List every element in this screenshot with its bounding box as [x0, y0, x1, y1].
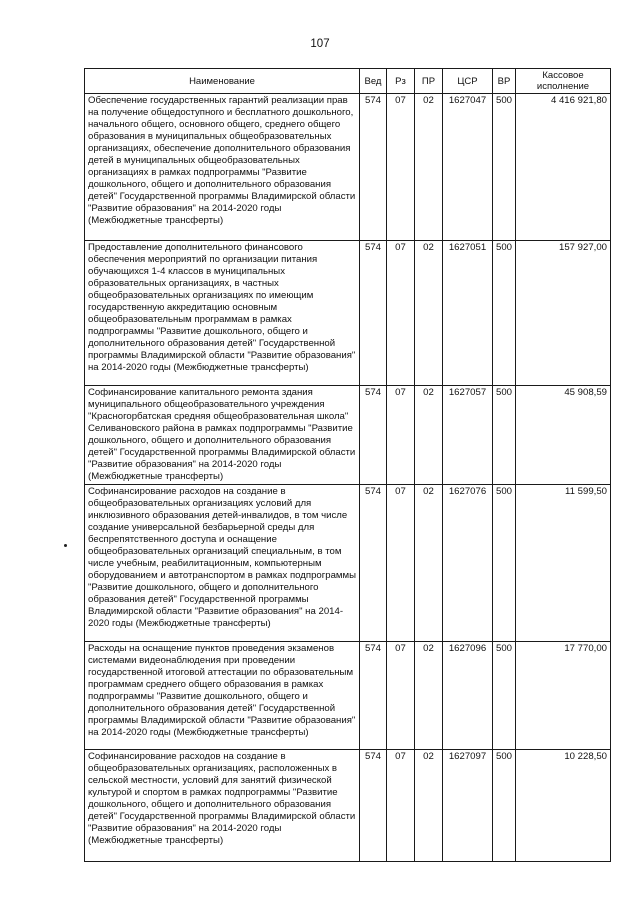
row-name: Предоставление дополнительного финансового обеспечения мероприятий по организации питания обучающихся 1-4 классов в муниципальных образовательных организациях, в частных общеобразовательных организациях по имеющим государственную аккредитацию основным общеобразовательным программам в рамках подпрограммы "Развитие дошкольного, общего и дополнительного образования детей" Государственной программы Владимирской области "Развитие образования" на 2014-2020 годы (Межбюджетные трансферты)	[85, 241, 360, 386]
row-csr: 1627047	[443, 94, 493, 241]
table-header	[85, 69, 611, 94]
row-rz: 07	[387, 750, 415, 862]
header-pr: ПР	[415, 69, 443, 94]
row-pr: 02	[415, 94, 443, 241]
header-rz: Рз	[387, 69, 415, 94]
header-row	[85, 69, 611, 94]
row-sum: 157 927,00	[516, 241, 611, 386]
row-csr: 1627057	[443, 386, 493, 485]
row-rz: 07	[387, 485, 415, 642]
row-sum: 10 228,50	[516, 750, 611, 862]
row-ved: 574	[360, 386, 387, 485]
row-sum: 17 770,00	[516, 642, 611, 750]
row-csr: 1627096	[443, 642, 493, 750]
row-ved: 574	[360, 94, 387, 241]
table-row	[85, 642, 611, 750]
budget-table	[84, 68, 611, 862]
table-row	[85, 94, 611, 241]
row-name: Софинансирование расходов на создание в общеобразовательных организациях, расположенных в сельской местности, условий для занятий физической культурой и спортом в рамках подпрограммы "Развитие дошкольного, общего и дополнительного образования детей" Государственной программы Владимирской области "Развитие образования" на 2014-2020 годы (Межбюджетные трансферты)	[85, 750, 360, 862]
row-ved: 574	[360, 241, 387, 386]
row-name: Обеспечение государственных гарантий реализации прав на получение общедоступного и бесплатного дошкольного, начального общего, основного общего, среднего общего образования в муниципальных общеобразовательных организациях, обеспечение дополнительного образования детей в муниципальных общеобразовательных организациях в рамках подпрограммы "Развитие дошкольного, общего и дополнительного образования детей" Государственной программы Владимирской области "Развитие образования" на 2014-2020 годы (Межбюджетные трансферты)	[85, 94, 360, 241]
row-vr: 500	[493, 642, 516, 750]
row-pr: 02	[415, 386, 443, 485]
row-vr: 500	[493, 241, 516, 386]
row-pr: 02	[415, 750, 443, 862]
row-vr: 500	[493, 485, 516, 642]
table-row	[85, 241, 611, 386]
table-body	[85, 94, 611, 862]
row-rz: 07	[387, 94, 415, 241]
row-name: Софинансирование капитального ремонта здания муниципального общеобразовательного учреждения "Красногорбатская средняя общеобразовательная школа" Селивановского района в рамках подпрограммы "Развитие дошкольного, общего и дополнительного образования детей" Государственной программы Владимирской области "Развитие образования" на 2014-2020 годы (Межбюджетные трансферты)	[85, 386, 360, 485]
row-sum: 45 908,59	[516, 386, 611, 485]
row-pr: 02	[415, 642, 443, 750]
row-csr: 1627051	[443, 241, 493, 386]
page-number: 107	[310, 38, 330, 50]
row-vr: 500	[493, 386, 516, 485]
row-vr: 500	[493, 750, 516, 862]
table-row	[85, 485, 611, 642]
row-csr: 1627076	[443, 485, 493, 642]
scan-speck	[64, 544, 67, 547]
header-ved: Вед	[360, 69, 387, 94]
header-vr: ВР	[493, 69, 516, 94]
row-ved: 574	[360, 485, 387, 642]
row-name: Расходы на оснащение пунктов проведения экзаменов системами видеонаблюдения при проведении государственной итоговой аттестации по образовательным программам среднего общего образования в рамках подпрограммы "Развитие дошкольного, общего и дополнительного образования детей" Государственной программы Владимирской области "Развитие образования" на 2014-2020 годы (Межбюджетные трансферты)	[85, 642, 360, 750]
row-pr: 02	[415, 485, 443, 642]
header-sum: Кассовое исполнение	[516, 69, 611, 94]
row-sum: 11 599,50	[516, 485, 611, 642]
header-csr: ЦСР	[443, 69, 493, 94]
table-row	[85, 750, 611, 862]
table-row	[85, 386, 611, 485]
row-sum: 4 416 921,80	[516, 94, 611, 241]
row-csr: 1627097	[443, 750, 493, 862]
row-vr: 500	[493, 94, 516, 241]
row-pr: 02	[415, 241, 443, 386]
row-ved: 574	[360, 750, 387, 862]
row-ved: 574	[360, 642, 387, 750]
row-name: Софинансирование расходов на создание в общеобразовательных организациях условий для инклюзивного образования детей-инвалидов, в том числе создание универсальной безбарьерной среды для беспрепятственного доступа и оснащение общеобразовательных организаций специальным, в том числе учебным, реабилитационным, компьютерным оборудованием и автотранспортом в рамках подпрограммы "Развитие дошкольного, общего и дополнительного образования детей" Государственной программы Владимирской области "Развитие образования" на 2014-2020 годы (Межбюджетные трансферты)	[85, 485, 360, 642]
row-rz: 07	[387, 241, 415, 386]
header-name: Наименование	[85, 69, 360, 94]
row-rz: 07	[387, 642, 415, 750]
row-rz: 07	[387, 386, 415, 485]
